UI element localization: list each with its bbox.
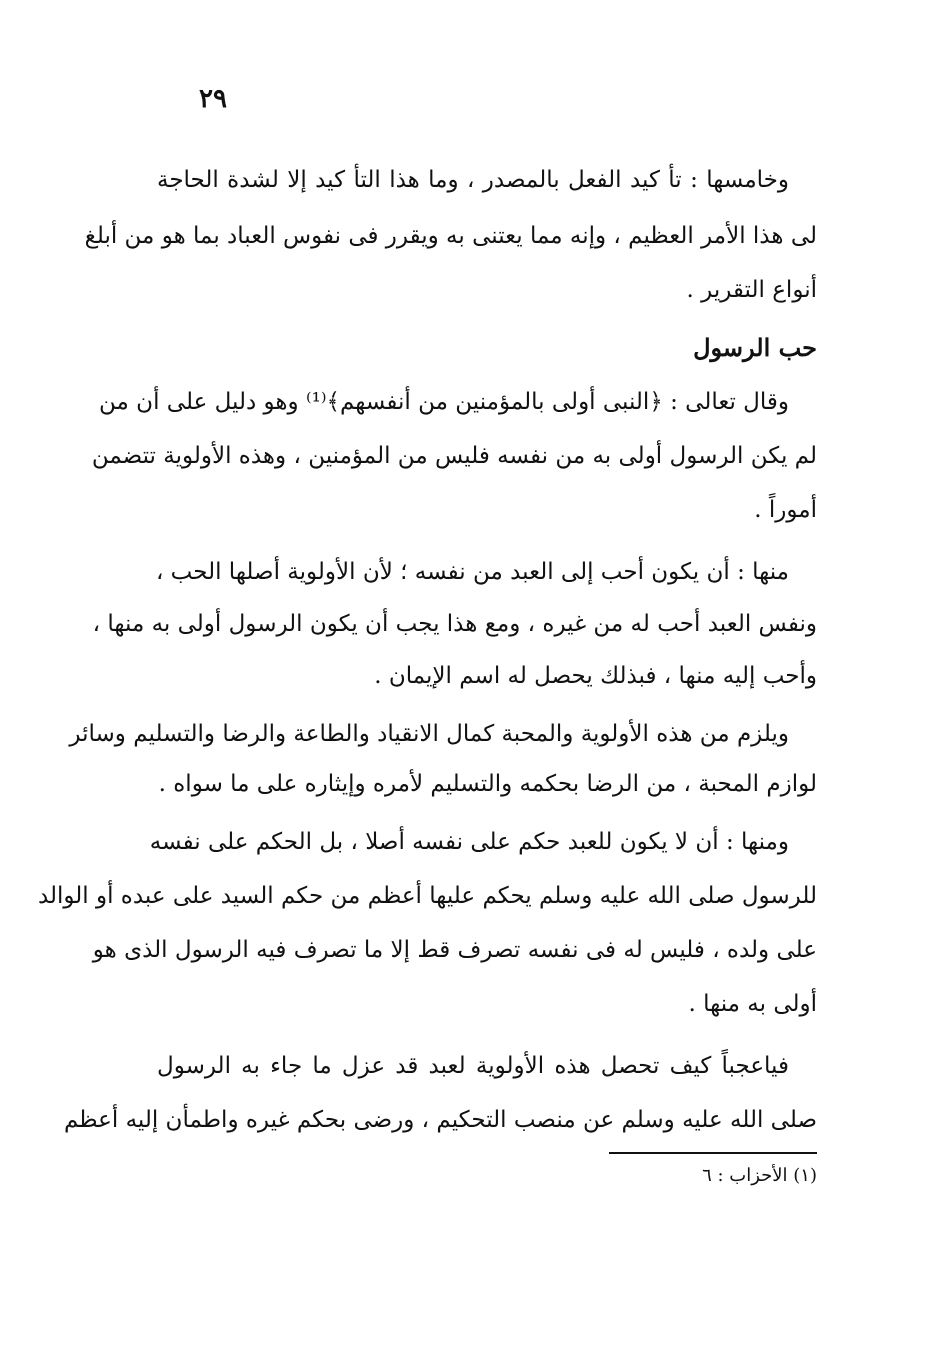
paragraph-3-line-1: منها : أن يكون أحب إلى العبد من نفسه ؛ لأن الأولوية أصلها الحب ، [155,559,789,585]
page-number: ٢٩ [199,84,227,114]
paragraph-3-line-3: وأحب إليه منها ، فبذلك يحصل له اسم الإيمان . [374,663,817,689]
paragraph-4-line-2: لوازم المحبة ، من الرضا بحكمه والتسليم لأمره وإيثاره على ما سواه . [158,771,817,797]
footnote: (١) الأحزاب : ٦ [702,1165,817,1186]
paragraph-1-line-3: أنواع التقرير . [686,277,817,303]
paragraph-5-line-2: للرسول صلى الله عليه وسلم يحكم عليها أعظم من حكم السيد على عبده أو الوالد [37,883,817,909]
paragraph-2-line-3: أموراً . [754,497,817,523]
section-heading: حب الرسول [693,333,817,362]
paragraph-6-line-2: صلى الله عليه وسلم عن منصب التحكيم ، ورضى بحكم غيره واطمأن إليه أعظم [63,1107,817,1133]
paragraph-3-line-2: ونفس العبد أحب له من غيره ، ومع هذا يجب أن يكون الرسول أولى به منها ، [92,611,817,637]
paragraph-5-line-3: على ولده ، فليس له فى نفسه تصرف قط إلا ما تصرف فيه الرسول الذى هو [92,937,817,963]
paragraph-1-line-1: وخامسها : تأ كيد الفعل بالمصدر ، وما هذا التأ كيد إلا لشدة الحاجة [157,167,789,193]
paragraph-4-line-1: ويلزم من هذه الأولوية والمحبة كمال الانقياد والطاعة والرضا والتسليم وسائر [69,721,789,747]
footnote-divider [609,1152,817,1154]
paragraph-1-line-2: لى هذا الأمر العظيم ، وإنه مما يعتنى به ويقرر فى نفوس العباد بما هو من أبلغ [84,223,817,249]
paragraph-6-line-1: فياعجباً كيف تحصل هذه الأولوية لعبد قد عزل ما جاء به الرسول [157,1053,789,1079]
paragraph-5-line-1: ومنها : أن لا يكون للعبد حكم على نفسه أصلا ، بل الحكم على نفسه [149,829,789,855]
paragraph-5-line-4: أولى به منها . [688,991,817,1017]
paragraph-2-line-2: لم يكن الرسول أولى به من نفسه فليس من المؤمنين ، وهذه الأولوية تتضمن [91,443,817,469]
paragraph-2-line-1: وقال تعالى : ﴿النبى أولى بالمؤمنين من أنفسهم﴾⁽¹⁾ وهو دليل على أن من [99,389,789,415]
